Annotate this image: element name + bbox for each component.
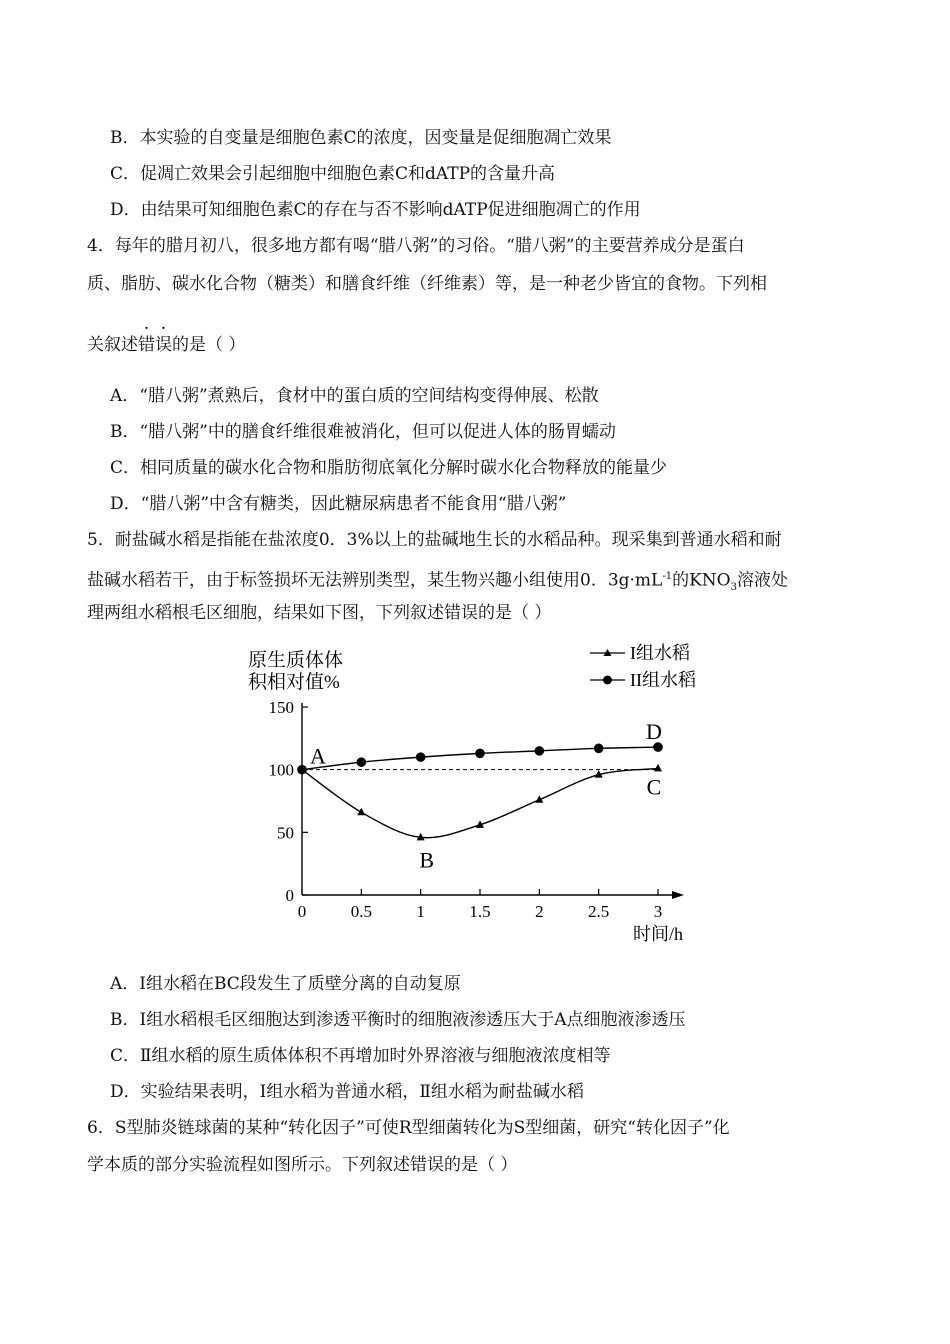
q5-stem-line2-mid: 的KNO [672, 570, 731, 591]
q5-stem-line2 [87, 565, 788, 600]
q4-option-c: C．相同质量的碳水化合物和脂肪彻底氧化分解时碳水化合物释放的能量少 [110, 458, 668, 478]
y-tick-label: 100 [268, 760, 294, 780]
q5-formula-subscript: 3 [730, 582, 737, 594]
q5-stem-line2-pre: 盐碱水稻若干，由于标签损坏无法辨别类型，某生物兴趣小组使用0．3g·mL [87, 570, 663, 591]
q4-stem-line3-post: 的是（ ） [172, 335, 246, 355]
x-tick-label: 1 [416, 902, 425, 921]
q4-stem-line2: 质、脂肪、碳水化合物（糖类）和膳食纤维（纤维素）等，是一种老少皆宜的食物。下列相 [87, 274, 767, 294]
x-tick-label: 3 [653, 902, 663, 921]
point-label-d: D [646, 719, 662, 745]
q5-option-c: C．Ⅱ组水稻的原生质体体积不再增加时外界溶液与细胞液浓度相等 [110, 1046, 611, 1066]
point-label-b: B [419, 847, 435, 873]
q3-option-c: C．促凋亡效果会引起细胞中细胞色素C和dATP的含量升高 [110, 164, 556, 184]
q3-option-b: B．本实验的自变量是细胞色素C的浓度，因变量是促细胞凋亡效果 [110, 128, 612, 148]
q6-stem-line1: 6．S型肺炎链球菌的某种“转化因子”可使R型细菌转化为S型细菌，研究“转化因子”化 [87, 1118, 730, 1138]
data-point-series-2 [416, 752, 426, 762]
data-point-series-1 [654, 764, 662, 772]
q3-option-d: D．由结果可知细胞色素C的存在与否不影响dATP促进细胞凋亡的作用 [110, 200, 641, 220]
x-tick-label: 2.5 [588, 902, 610, 921]
q5-stem-line3: 理两组水稻根毛区细胞，结果如下图，下列叙述错误的是（ ） [87, 603, 552, 623]
q5-stem-line2-post: 溶液处 [736, 570, 788, 591]
q4-emphasis-char-1: 错 [138, 335, 155, 355]
data-point-series-2 [475, 749, 485, 759]
x-tick-label: 0 [297, 902, 307, 921]
data-point-series-2 [535, 746, 545, 756]
chart-ylabel-line2: 积相对值% [248, 672, 340, 693]
x-tick-label: 2 [535, 902, 544, 921]
q4-option-b: B．“腊八粥”中的膳食纤维很难被消化，但可以促进人体的肠胃蠕动 [110, 422, 616, 442]
point-label-c: C [646, 774, 662, 800]
chart-legend [590, 643, 696, 690]
x-axis-arrow [672, 891, 684, 899]
q4-option-a: A．“腊八粥”煮熟后，食材中的蛋白质的空间结构变得伸展、松散 [110, 386, 599, 406]
chart-point-labels [310, 719, 662, 872]
q4-stem-line3 [87, 333, 245, 357]
data-point-series-2 [594, 744, 604, 754]
x-tick-label: 1.5 [469, 902, 491, 921]
chart-axes [269, 698, 685, 921]
y-tick-label: 0 [285, 886, 294, 905]
q5-option-d: D．实验结果表明，Ⅰ组水稻为普通水稻，Ⅱ组水稻为耐盐碱水稻 [110, 1082, 584, 1102]
data-point-series-2 [297, 765, 307, 775]
chart-ylabel-line1: 原生质体体 [248, 650, 344, 671]
x-tick-label: 0.5 [350, 902, 372, 921]
q5-option-b: B．Ⅰ组水稻根毛区细胞达到渗透平衡时的细胞液渗透压大于A点细胞液渗透压 [110, 1010, 686, 1030]
y-tick-label: 50 [277, 823, 294, 843]
q4-stem-line3-pre: 关叙述 [87, 335, 138, 355]
q5-unit-superscript: -1 [662, 571, 673, 582]
q4-emphasis-char-2: 误 [155, 335, 172, 355]
legend-marker-circle [603, 676, 612, 685]
chart-markers [297, 742, 663, 840]
q6-stem-line2: 学本质的部分实验流程如图所示。下列叙述错误的是（ ） [87, 1155, 518, 1175]
q4-stem-line1: 4．每年的腊月初八，很多地方都有喝“腊八粥”的习俗。“腊八粥”的主要营养成分是蛋白 [87, 236, 745, 256]
data-point-series-1 [357, 808, 365, 816]
data-point-series-2 [357, 757, 367, 767]
q4-option-d: D．“腊八粥”中含有糖类，因此糖尿病患者不能食用“腊八粥” [110, 494, 567, 514]
chart-xlabel: 时间/h [633, 924, 684, 944]
legend-label-series-2: II组水稻 [630, 670, 696, 690]
protoplast-volume-chart [240, 640, 720, 950]
point-label-a: A [310, 743, 326, 769]
legend-label-series-1: I组水稻 [630, 643, 690, 663]
y-tick-label: 150 [268, 698, 294, 717]
q5-stem-line1: 5．耐盐碱水稻是指能在盐浓度0．3%以上的盐碱地生长的水稻品种。现采集到普通水稻和耐 [87, 530, 782, 550]
q5-option-a: A．Ⅰ组水稻在BC段发生了质壁分离的自动复原 [110, 974, 461, 994]
